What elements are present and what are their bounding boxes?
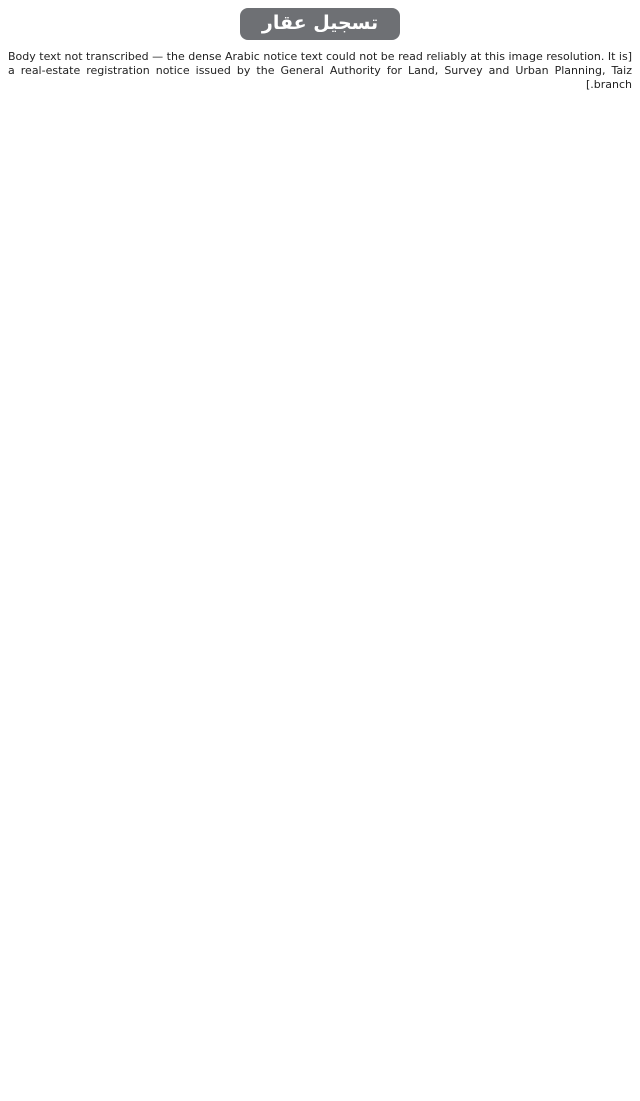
notice-title: تسجيل عقار (240, 8, 400, 40)
notice-body-text: [Body text not transcribed — the dense Arabic notice text could not be read reliably at this image resolution. It is a real-estate registration notice issued by the General Authority for Land, Survey and Urban Planning, Taiz branch.] (8, 50, 632, 91)
notice-header (6, 8, 634, 40)
